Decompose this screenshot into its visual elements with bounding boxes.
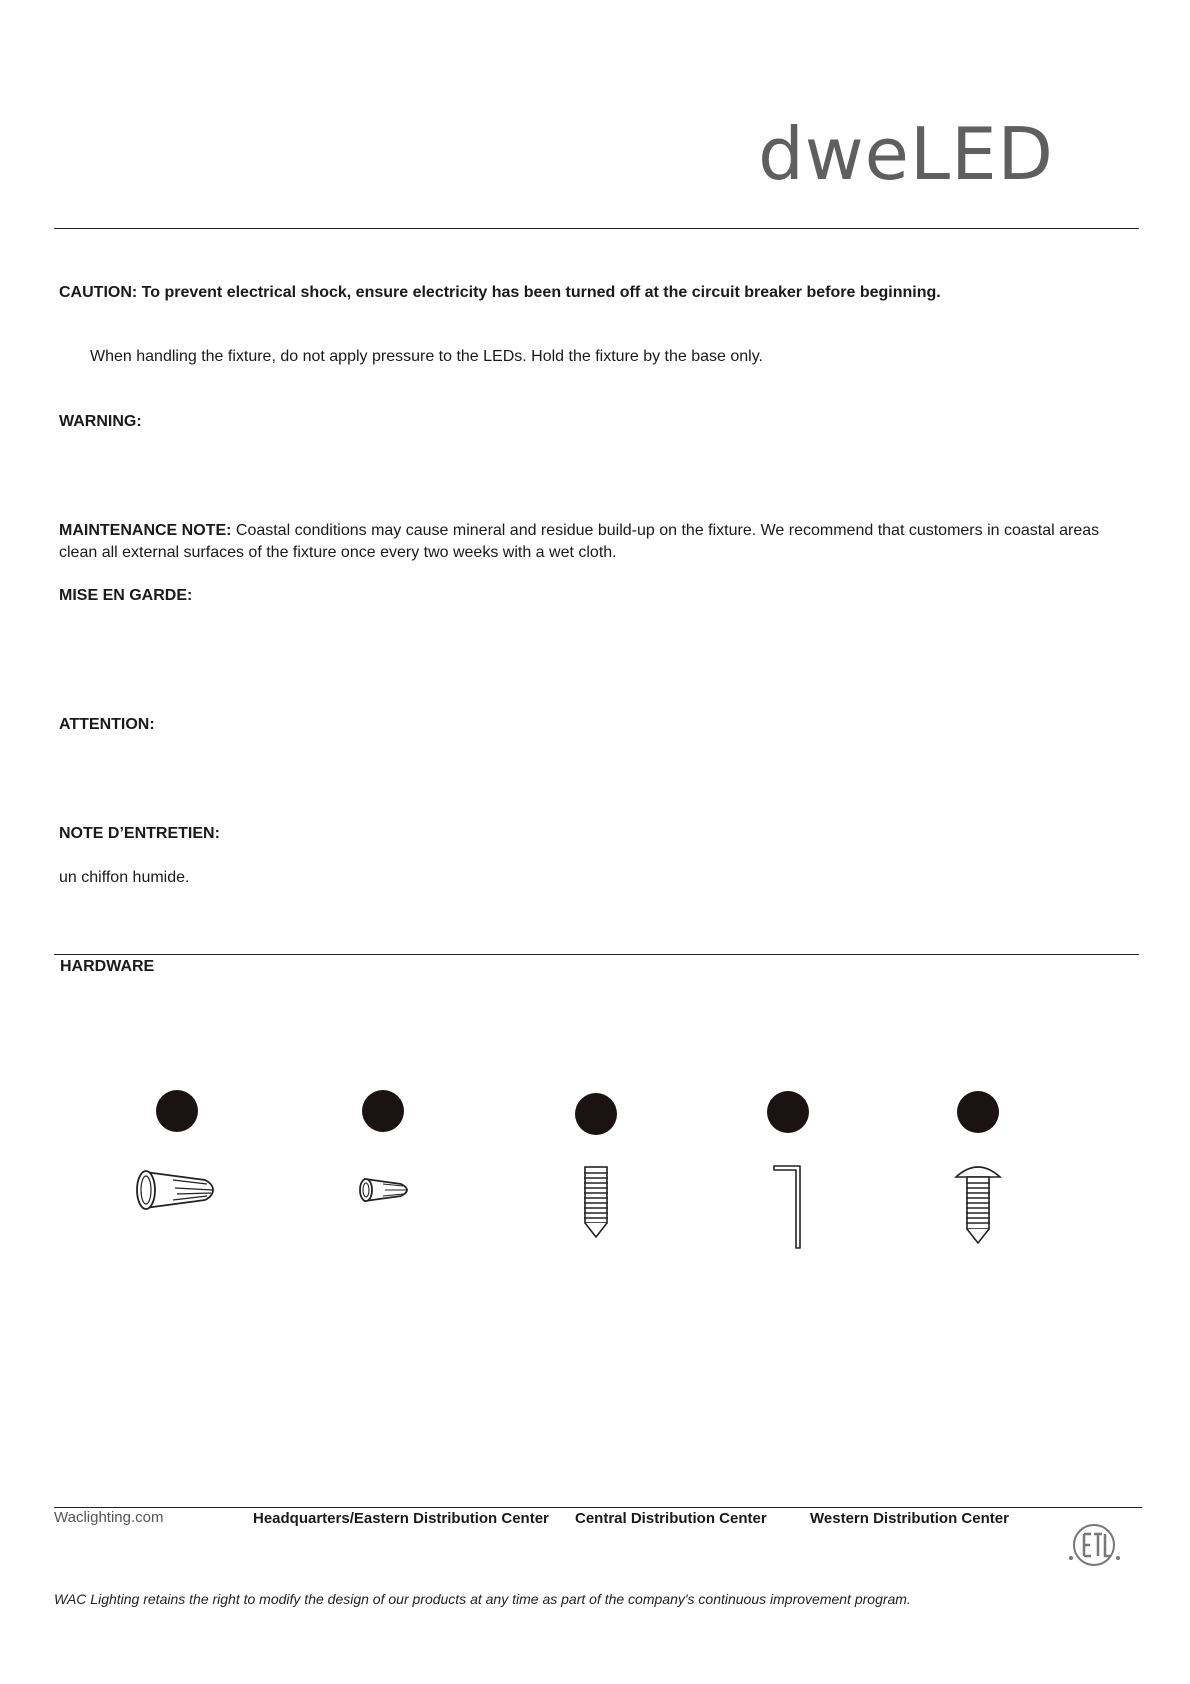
hardware-title: HARDWARE — [60, 958, 155, 975]
hardware-item — [127, 1090, 227, 1290]
hardware-divider — [54, 954, 1139, 955]
hex-key-icon — [738, 1161, 838, 1251]
brand-title: dweLED — [758, 112, 1054, 196]
caution-notice: CAUTION: To prevent electrical shock, ensure electricity has been turned off at the circuit breaker before beginning. — [59, 284, 941, 301]
round-head-screw-icon — [928, 1161, 1028, 1251]
wood-screw-icon — [546, 1163, 646, 1243]
central-distribution-label: Central Distribution Center — [575, 1510, 767, 1527]
hardware-item — [928, 1091, 1028, 1291]
website-link[interactable]: Waclighting.com — [54, 1509, 164, 1526]
maintenance-label: MAINTENANCE NOTE: — [59, 522, 232, 539]
item-marker — [767, 1091, 809, 1133]
warning-label: WARNING: — [59, 413, 142, 430]
small-wire-nut-icon — [333, 1160, 433, 1220]
note-entretien-text: un chiffon humide. — [59, 869, 190, 886]
item-marker — [957, 1091, 999, 1133]
large-wire-nut-icon — [127, 1160, 227, 1220]
item-marker — [362, 1090, 404, 1132]
etl-listed-icon — [1066, 1518, 1126, 1572]
western-distribution-label: Western Distribution Center — [810, 1510, 1009, 1527]
headquarters-label: Headquarters/Eastern Distribution Center — [253, 1510, 549, 1527]
item-marker — [156, 1090, 198, 1132]
hardware-item — [546, 1093, 646, 1293]
maintenance-text: Coastal conditions may cause mineral and residue build-up on the fixture. We recommend that customers in coastal areas clean all external surfaces of the fixture once every two weeks with a wet cloth. — [59, 522, 1100, 561]
maintenance-note — [59, 520, 1119, 564]
note-entretien-label: NOTE D’ENTRETIEN: — [59, 825, 220, 842]
disclaimer: WAC Lighting retains the right to modify the design of our products at any time as part of the company's continuous improvement program. — [54, 1591, 911, 1607]
hardware-item — [738, 1091, 838, 1291]
attention-label: ATTENTION: — [59, 716, 155, 733]
handling-notice: When handling the fixture, do not apply pressure to the LEDs. Hold the fixture by the base only. — [90, 348, 763, 365]
mise-en-garde-label: MISE EN GARDE: — [59, 587, 193, 604]
hardware-item — [333, 1090, 433, 1290]
header-divider — [54, 228, 1139, 229]
footer-divider — [54, 1507, 1142, 1508]
item-marker — [575, 1093, 617, 1135]
